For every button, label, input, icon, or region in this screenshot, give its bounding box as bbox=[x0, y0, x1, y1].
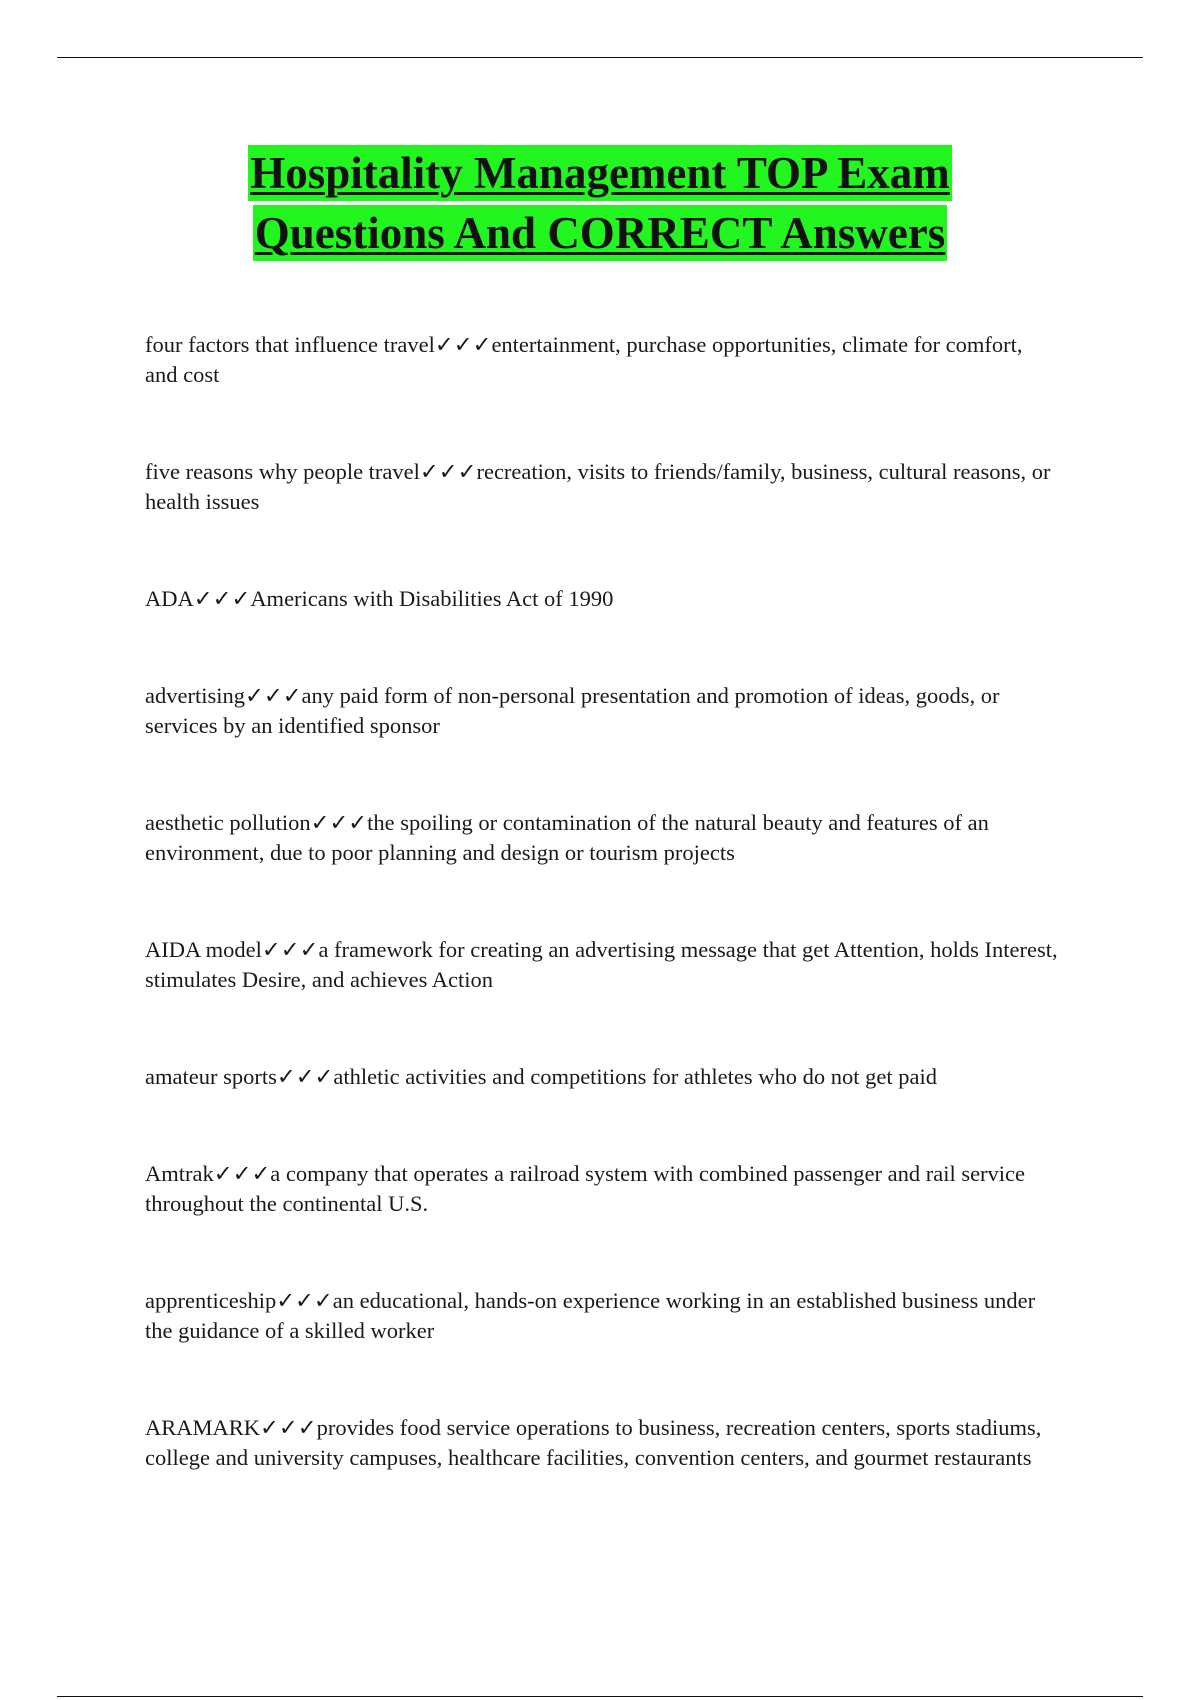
entry-term: ADA bbox=[145, 586, 194, 611]
entry-term: four factors that influence travel bbox=[145, 332, 435, 357]
checkmarks-separator: ✓✓✓ bbox=[434, 332, 492, 358]
entry-term: amateur sports bbox=[145, 1064, 277, 1089]
title-line-1: Hospitality Management TOP Exam bbox=[248, 145, 952, 201]
qa-entry bbox=[145, 1413, 1060, 1473]
entry-term: apprenticeship bbox=[145, 1288, 277, 1313]
entry-definition: the spoiling or contamination of the natural beauty and features of an environment, due to poor planning and design or tourism projects bbox=[145, 810, 989, 865]
qa-entry bbox=[145, 681, 1060, 741]
qa-entry bbox=[145, 935, 1060, 995]
bottom-rule bbox=[57, 1696, 1143, 1697]
checkmarks-separator: ✓✓✓ bbox=[260, 1415, 317, 1441]
entry-definition: Americans with Disabilities Act of 1990 bbox=[250, 586, 614, 611]
document-title bbox=[0, 145, 1200, 261]
checkmarks-separator: ✓✓✓ bbox=[310, 810, 368, 836]
entry-definition: entertainment, purchase opportunities, climate for comfort, and cost bbox=[145, 332, 1023, 387]
qa-entry bbox=[145, 1062, 937, 1092]
checkmarks-separator: ✓✓✓ bbox=[244, 683, 302, 709]
checkmarks-separator: ✓✓✓ bbox=[213, 1161, 271, 1187]
entry-definition: a company that operates a railroad system with combined passenger and rail service throughout the continental U.S. bbox=[145, 1161, 1026, 1216]
entry-term: Amtrak bbox=[145, 1161, 214, 1186]
title-line-2: Questions And CORRECT Answers bbox=[253, 205, 948, 261]
entry-term: aesthetic pollution bbox=[145, 810, 311, 835]
qa-entry bbox=[145, 457, 1060, 517]
entry-term: AIDA model bbox=[145, 937, 262, 962]
checkmarks-separator: ✓✓✓ bbox=[276, 1064, 334, 1090]
entry-definition: athletic activities and competitions for athletes who do not get paid bbox=[333, 1064, 937, 1089]
qa-entry bbox=[145, 1159, 1060, 1219]
checkmarks-separator: ✓✓✓ bbox=[261, 937, 319, 963]
checkmarks-separator: ✓✓✓ bbox=[419, 459, 477, 485]
qa-entry bbox=[145, 584, 613, 614]
checkmarks-separator: ✓✓✓ bbox=[276, 1288, 333, 1314]
entry-term: ARAMARK bbox=[145, 1415, 261, 1440]
entry-term: five reasons why people travel bbox=[145, 459, 420, 484]
qa-entry bbox=[145, 330, 1060, 390]
checkmarks-separator: ✓✓✓ bbox=[193, 586, 251, 612]
qa-entry bbox=[145, 1286, 1060, 1346]
entry-definition: provides food service operations to business, recreation centers, sports stadiums, college and university campuses, healthcare facilities, convention centers, and gourmet restaurants bbox=[145, 1415, 1042, 1470]
entry-definition: a framework for creating an advertising message that get Attention, holds Interest, stimulates Desire, and achieves Action bbox=[145, 937, 1058, 992]
entry-definition: an educational, hands-on experience working in an established business under the guidance of a skilled worker bbox=[145, 1288, 1036, 1343]
qa-entry bbox=[145, 808, 1060, 868]
entry-definition: any paid form of non-personal presentation and promotion of ideas, goods, or services by an identified sponsor bbox=[145, 683, 1000, 738]
top-rule bbox=[57, 57, 1143, 58]
entry-term: advertising bbox=[145, 683, 245, 708]
entry-definition: recreation, visits to friends/family, business, cultural reasons, or health issues bbox=[145, 459, 1051, 514]
